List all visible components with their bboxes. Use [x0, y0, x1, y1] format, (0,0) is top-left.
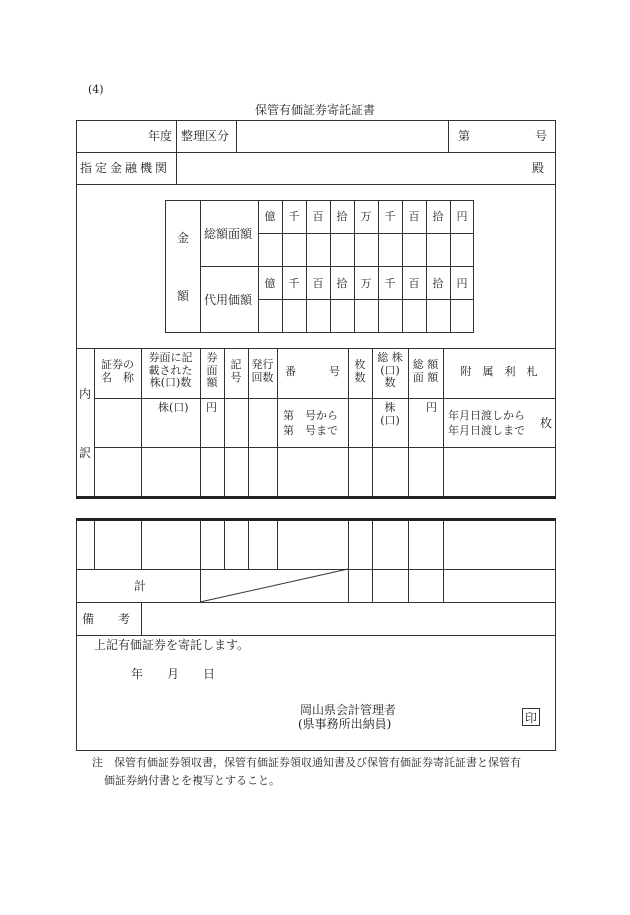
substitute-label: 代用価額 — [204, 293, 253, 307]
unit-yen: 円 — [206, 401, 217, 414]
date-year: 年 — [131, 667, 144, 681]
unit-shares: 株(口) — [158, 401, 189, 414]
details-label-bottom: 訳 — [79, 446, 92, 460]
number-to: 第 号まで — [283, 424, 338, 437]
digit-unit: 万 — [360, 210, 372, 223]
number-from: 第 号から — [283, 409, 338, 422]
deposit-statement: 上記有価証券を寄託します。 — [94, 638, 250, 652]
col-header-name: 証券の 名 称 — [101, 358, 134, 384]
fiscal-year-label: 年度 — [148, 129, 173, 143]
digit-unit: 拾 — [432, 210, 444, 223]
number-prefix: 第 — [458, 129, 471, 143]
digit-unit: 億 — [264, 277, 276, 290]
col-header-total-face: 総 額 面 額 — [412, 358, 439, 384]
date-day: 日 — [203, 667, 216, 681]
institution-label: 指定金融機関 — [80, 161, 171, 175]
digit-unit: 千 — [384, 277, 396, 290]
amount-label-top: 金 — [177, 231, 190, 245]
number-suffix: 号 — [535, 129, 548, 143]
coupon-from: 年月日渡しから — [448, 409, 525, 422]
digit-unit: 拾 — [336, 210, 348, 223]
digit-unit: 万 — [360, 277, 372, 290]
digit-unit: 百 — [408, 210, 420, 223]
reference-label: 整理区分 — [181, 129, 230, 143]
seal-box: 印 — [522, 708, 540, 726]
unit-total-shares: 株 (口) — [380, 401, 400, 427]
footnote-line-1: 注 保管有価証券領収書，保管有価証券領収通知書及び保管有価証券寄託証書と保管有 — [92, 756, 521, 769]
page-title: 保管有価証券寄託証書 — [254, 103, 375, 117]
remarks-label: 備 考 — [82, 612, 131, 626]
col-header-number: 番 号 — [285, 365, 340, 378]
digit-unit: 拾 — [432, 277, 444, 290]
issuer-line-1: 岡山県会計管理者 — [300, 703, 397, 717]
total-face-label: 総額面額 — [204, 227, 253, 241]
unit-total-yen: 円 — [426, 401, 437, 414]
footnote-line-2: 価証券納付書とを複写とすること。 — [104, 774, 280, 787]
col-header-issue: 発行 回数 — [251, 358, 274, 384]
col-header-symbol: 記 号 — [230, 358, 242, 384]
amount-label-bottom: 額 — [177, 289, 190, 303]
col-header-coupon: 附 属 利 札 — [460, 365, 538, 378]
form-number: (4) — [88, 83, 104, 96]
col-header-face: 券 面 額 — [206, 351, 218, 390]
col-header-total-shares: 総 株 (口) 数 — [377, 351, 403, 390]
total-label: 計 — [134, 579, 147, 593]
details-label-top: 内 — [79, 387, 92, 401]
digit-unit: 千 — [288, 277, 300, 290]
digit-unit: 千 — [384, 210, 396, 223]
institution-honorific: 殿 — [532, 161, 545, 175]
digit-unit: 円 — [456, 210, 468, 223]
coupon-unit: 枚 — [540, 416, 553, 430]
digit-unit: 百 — [408, 277, 420, 290]
date-month: 月 — [167, 667, 180, 681]
digit-unit: 拾 — [336, 277, 348, 290]
footnote — [92, 754, 521, 790]
digit-unit: 円 — [456, 277, 468, 290]
issuer-line-2: (県事務所出納員) — [298, 717, 392, 731]
digit-unit: 百 — [312, 277, 324, 290]
digit-unit: 百 — [312, 210, 324, 223]
digit-unit: 千 — [288, 210, 300, 223]
col-header-shares: 券面に記 載された 株(口)数 — [148, 351, 193, 390]
digit-unit: 億 — [264, 210, 276, 223]
col-header-count: 枚 数 — [354, 358, 366, 384]
coupon-to: 年月日渡しまで — [448, 424, 525, 437]
